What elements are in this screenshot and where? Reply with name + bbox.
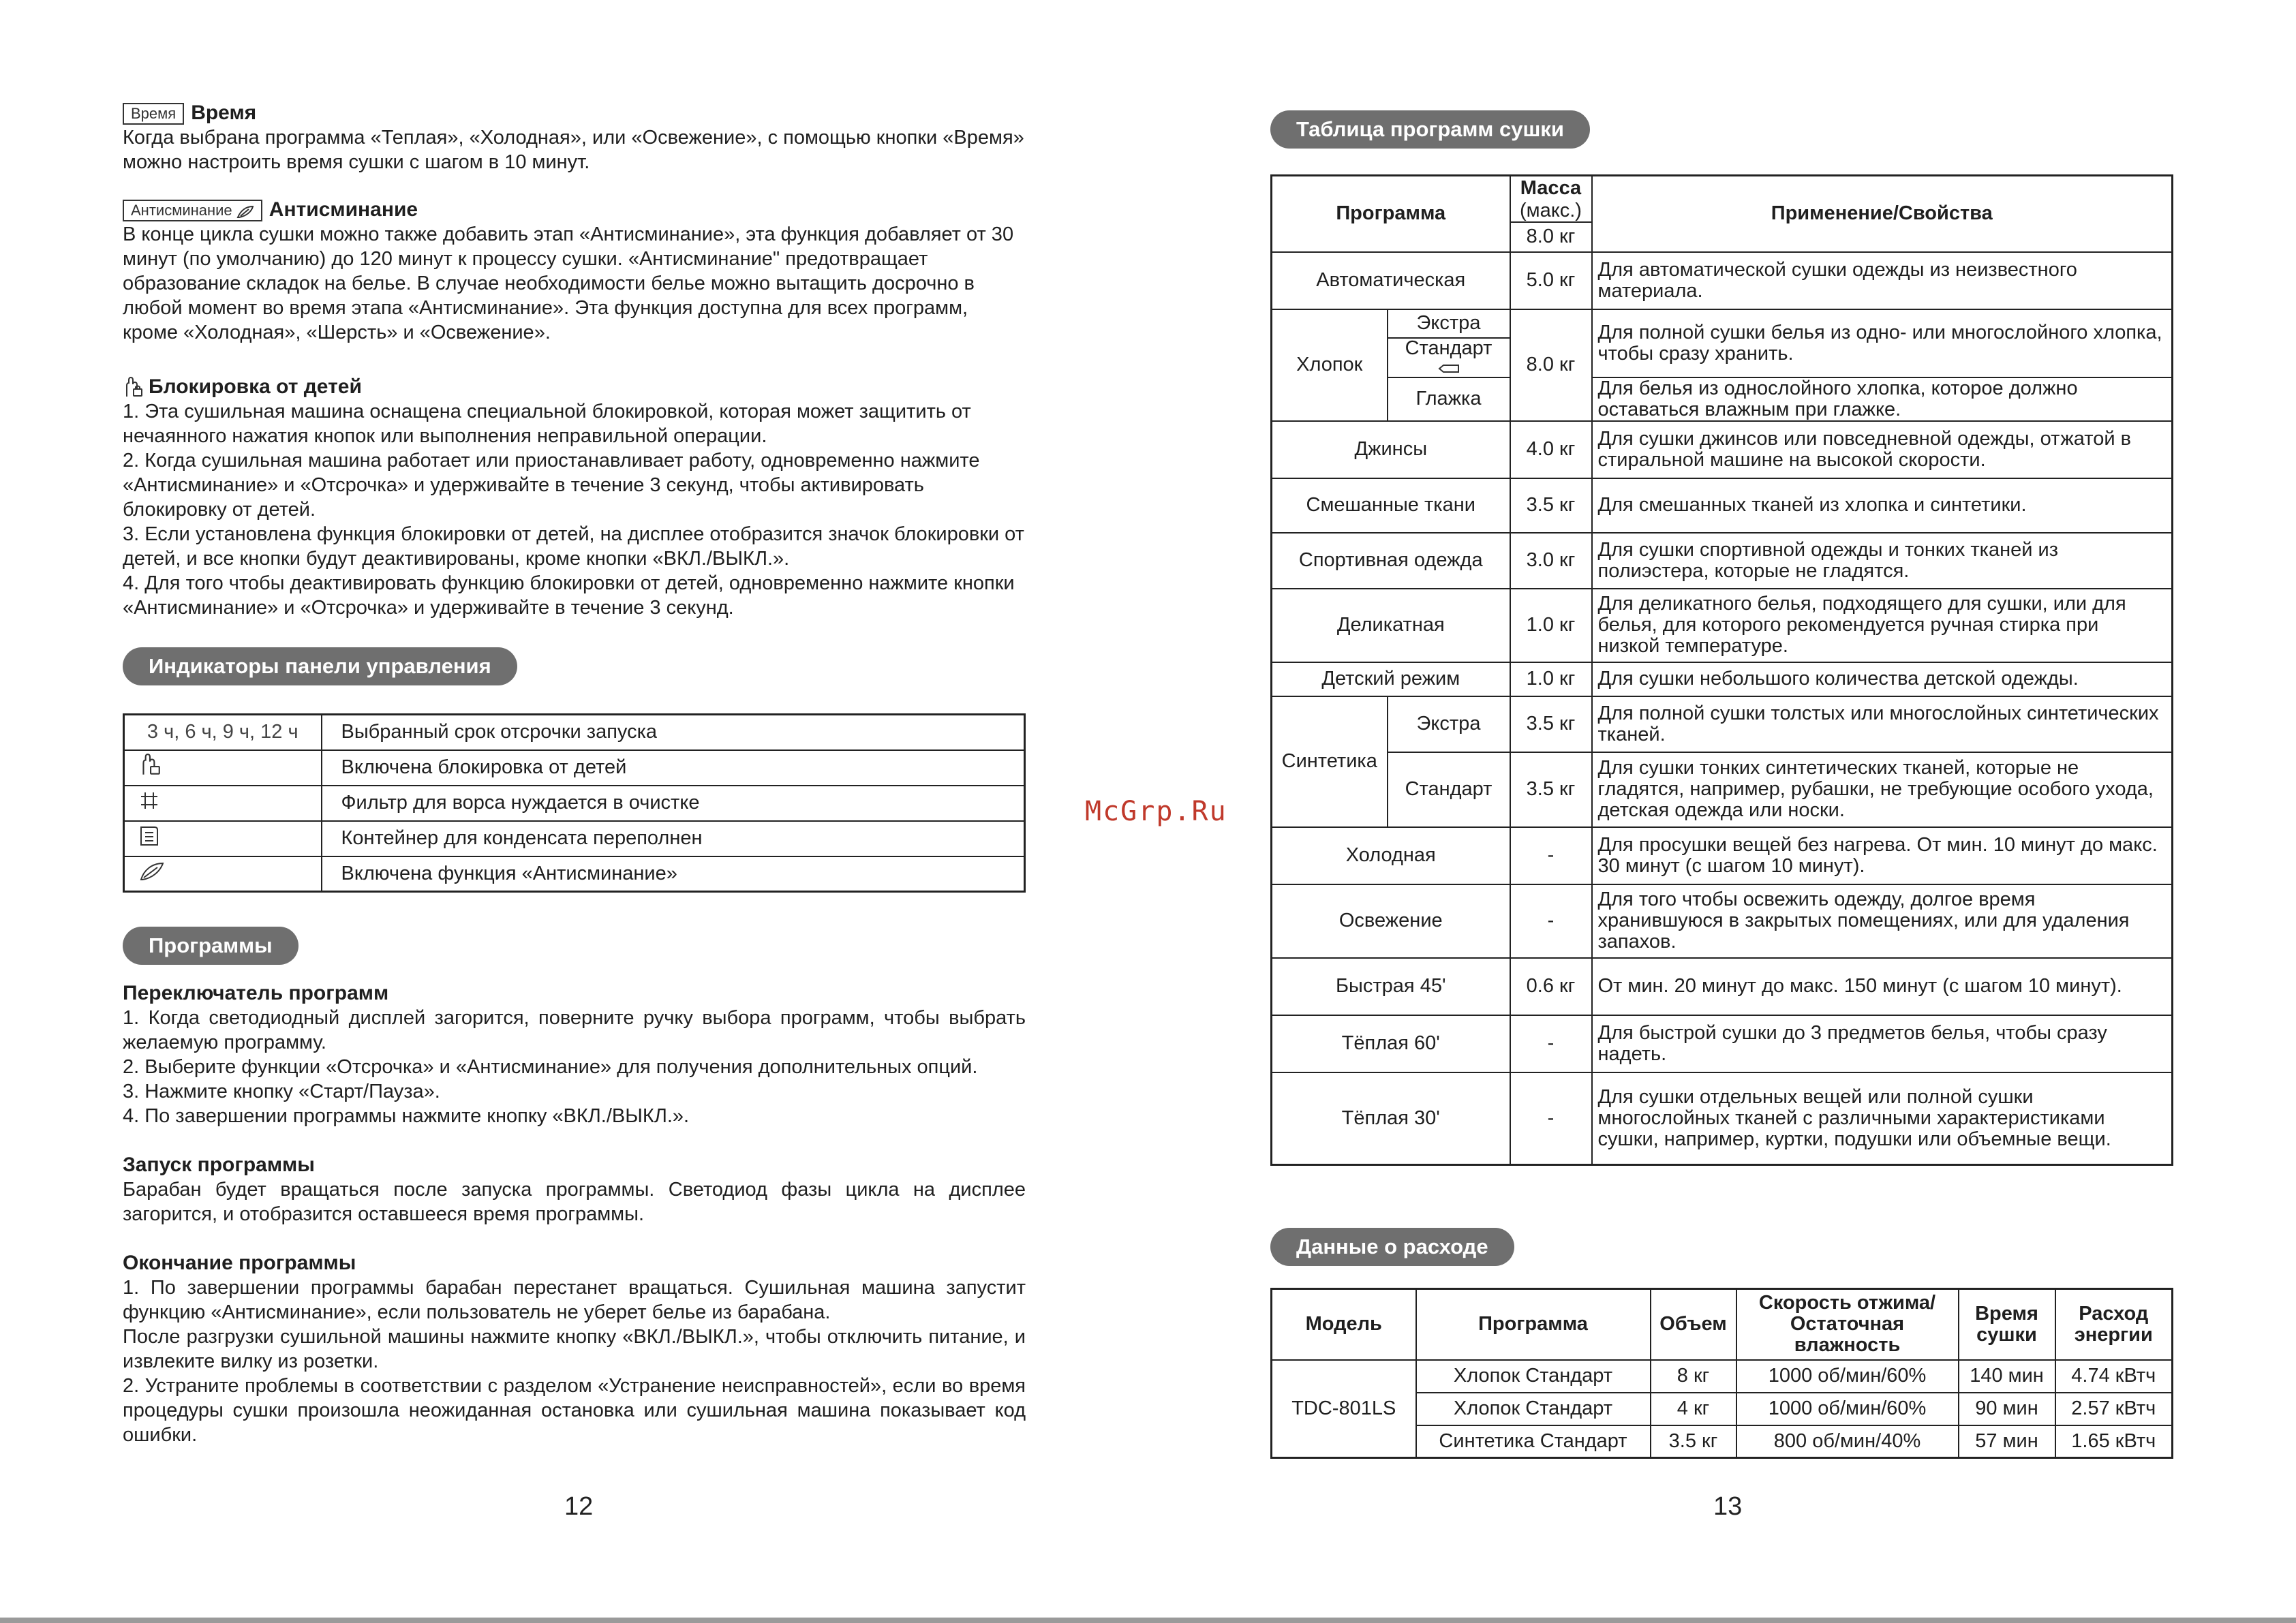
delay-hours-cell: 3 ч, 6 ч, 9 ч, 12 ч — [124, 715, 322, 750]
program-name: Смешанные ткани — [1272, 478, 1510, 533]
program-start-text: Барабан будет вращаться после запуска программы. Светодиод фазы цикла на дисплее загорится, и отобразится оставшееся время программы. — [123, 1179, 1026, 1225]
program-subname: Стандарт — [1388, 752, 1510, 827]
program-name: Освежение — [1272, 884, 1510, 958]
speed-header: Скорость отжима/Остаточная влажность — [1736, 1289, 1959, 1360]
childlock-item-3: 3. Если установлена функция блокировки от детей, на дисплее отобразится значок блокировки от детей, и все кнопки будут деактивированы, кроме кнопки «ВКЛ./ВЫКЛ.». — [123, 523, 1024, 570]
table-row — [1272, 1015, 2173, 1072]
energy-cell: 2.57 кВтч — [2055, 1393, 2173, 1425]
program-desc: Для сушки отдельных вещей или полной сушки многослойных тканей с различными характеристиками сушки, например, куртки, подушки или объемные вещи. — [1592, 1072, 2173, 1165]
table-row — [1272, 589, 2173, 662]
speed-cell: 1000 об/мин/60% — [1736, 1393, 1959, 1425]
table-row — [1272, 827, 2173, 884]
program-desc: Для полной сушки белья из одно- или многослойного хлопка, чтобы сразу хранить. — [1592, 309, 2173, 377]
program-mass: 4.0 кг — [1510, 421, 1592, 478]
program-subname: Экстра — [1388, 696, 1510, 752]
time-cell: 57 мин — [1959, 1425, 2055, 1458]
table-row — [1272, 478, 2173, 533]
programs-section — [123, 981, 1026, 1447]
table-row — [124, 856, 1025, 892]
program-mass: 5.0 кг — [1510, 252, 1592, 309]
page-number: 13 — [1713, 1492, 1743, 1521]
mass-max-value: 8.0 кг — [1510, 222, 1592, 252]
time-cell: 90 мин — [1959, 1393, 2055, 1425]
mass-subheader: (макс.) — [1510, 200, 1592, 222]
indicator-desc: Фильтр для ворса нуждается в очистке — [322, 786, 1025, 821]
program-desc: Для сушки джинсов или повседневной одежды, отжатой в стиральной машине на высокой скорости. — [1592, 421, 2173, 478]
program-mass: - — [1510, 1015, 1592, 1072]
program-desc: Для сушки небольшого количества детской одежды. — [1592, 662, 2173, 696]
time-cell: 140 мин — [1959, 1360, 2055, 1393]
table-row — [1272, 696, 2173, 752]
childlock-title: Блокировка от детей — [149, 375, 362, 398]
program-mass: 3.0 кг — [1510, 533, 1592, 589]
program-header: Программа — [1416, 1289, 1651, 1360]
table-header-row — [1272, 1289, 2173, 1360]
program-name: Тёплая 30' — [1272, 1072, 1510, 1165]
volume-cell: 4 кг — [1651, 1393, 1736, 1425]
selector-item-1: 1. Когда светодиодный дисплей загорится, поверните ручку выбора программ, чтобы выбрать желаемую программу. — [123, 1007, 1026, 1053]
program-end-item-2: После разгрузки сушильной машины нажмите кнопку «ВКЛ./ВЫКЛ.», чтобы отключить питание, и извлеките вилку из розетки. — [123, 1326, 1026, 1372]
table-row — [1272, 533, 2173, 589]
time-text: Когда выбрана программа «Теплая», «Холодная», или «Освежение», с помощью кнопки «Время» можно настроить время сушки с шагом в 10 минут. — [123, 127, 1024, 173]
program-desc: Для смешанных тканей из хлопка и синтетики. — [1592, 478, 2173, 533]
program-mass: 3.5 кг — [1510, 752, 1592, 827]
anticrease-button-tag — [123, 200, 262, 221]
indicator-desc: Выбранный срок отсрочки запуска — [322, 715, 1025, 750]
volume-cell: 8 кг — [1651, 1360, 1736, 1393]
child-lock-icon — [138, 753, 162, 777]
program-mass: 1.0 кг — [1510, 589, 1592, 662]
anticrease-icon — [138, 861, 166, 882]
indicators-heading: Индикаторы панели управления — [123, 647, 517, 685]
indicator-desc: Включена функция «Антисминание» — [322, 856, 1025, 892]
indicators-table — [123, 713, 1026, 893]
indicator-desc: Контейнер для конденсата переполнен — [322, 821, 1025, 856]
program-mass: 3.5 кг — [1510, 478, 1592, 533]
program-name: Спортивная одежда — [1272, 533, 1510, 589]
program-desc: Для белья из однослойного хлопка, которое должно оставаться влажным при глажке. — [1592, 377, 2173, 421]
anticrease-title: Антисминание — [269, 198, 418, 221]
program-mass: 1.0 кг — [1510, 662, 1592, 696]
page-number: 12 — [564, 1492, 594, 1521]
bottom-divider — [0, 1618, 2296, 1623]
table-row — [124, 786, 1025, 821]
childlock-item-1: 1. Эта сушильная машина оснащена специальной блокировкой, которая может защитить от нечаянного нажатия кнопок или выполнения неправильной операции. — [123, 401, 971, 448]
program-desc: Для быстрой сушки до 3 предметов белья, чтобы сразу надеть. — [1592, 1015, 2173, 1072]
programs-heading: Программы — [123, 927, 299, 965]
child-lock-icon — [123, 376, 143, 399]
consumption-heading: Данные о расходе — [1270, 1228, 1514, 1266]
program-mass: - — [1510, 884, 1592, 958]
program-name: Синтетика — [1272, 696, 1388, 827]
program-start-title: Запуск программы — [123, 1154, 315, 1176]
time-title: Время — [191, 102, 257, 124]
program-cell: Синтетика Стандарт — [1416, 1425, 1651, 1458]
program-cell: Хлопок Стандарт — [1416, 1360, 1651, 1393]
table-row — [1272, 421, 2173, 478]
time-section — [123, 101, 1026, 174]
program-name: Холодная — [1272, 827, 1510, 884]
program-desc: Для сушки спортивной одежды и тонких тканей из полиэстера, которые не гладятся. — [1592, 533, 2173, 589]
program-column-header: Программа — [1272, 176, 1510, 252]
drying-programs-table — [1270, 174, 2173, 1166]
energy-cell: 1.65 кВтч — [2055, 1425, 2173, 1458]
usage-column-header: Применение/Свойства — [1592, 176, 2173, 252]
table-row — [124, 821, 1025, 856]
childlock-item-4: 4. Для того чтобы деактивировать функцию блокировки от детей, одновременно нажмите кнопки «Антисминание» и «Отсрочка» и удерживайте в течение 3 секунд. — [123, 572, 1015, 619]
table-row — [1272, 884, 2173, 958]
lint-filter-icon — [138, 790, 160, 812]
anticrease-section — [123, 198, 1026, 345]
program-desc: Для просушки вещей без нагрева. От мин. 10 минут до макс. 30 минут (с шагом 10 минут). — [1592, 827, 2173, 884]
anticrease-icon — [236, 205, 254, 219]
program-mass: 3.5 кг — [1510, 696, 1592, 752]
table-header-row — [1272, 176, 2173, 200]
table-row — [124, 750, 1025, 786]
selector-item-3: 3. Нажмите кнопку «Старт/Пауза». — [123, 1081, 440, 1102]
program-mass: - — [1510, 1072, 1592, 1165]
volume-header: Объем — [1651, 1289, 1736, 1360]
program-subname: Глажка — [1388, 377, 1510, 421]
program-name: Деликатная — [1272, 589, 1510, 662]
program-desc: Для полной сушки толстых или многослойных синтетических тканей. — [1592, 696, 2173, 752]
program-subname: Экстра — [1388, 309, 1510, 338]
speed-cell: 1000 об/мин/60% — [1736, 1360, 1959, 1393]
program-desc: Для сушки тонких синтетических тканей, которые не гладятся, например, рубашки, не требующие особого ухода, детская одежда или носки. — [1592, 752, 2173, 827]
program-name: Тёплая 60' — [1272, 1015, 1510, 1072]
table-row — [1272, 1072, 2173, 1165]
program-mass: 0.6 кг — [1510, 958, 1592, 1015]
water-tank-icon — [138, 824, 160, 848]
selector-item-4: 4. По завершении программы нажмите кнопку «ВКЛ./ВЫКЛ.». — [123, 1105, 690, 1127]
table-row — [1272, 1360, 2173, 1393]
program-name: Джинсы — [1272, 421, 1510, 478]
drying-table-heading: Таблица программ сушки — [1270, 110, 1590, 149]
energy-cell: 4.74 кВтч — [2055, 1360, 2173, 1393]
table-row — [1272, 252, 2173, 309]
watermark: McGrp.Ru — [1085, 796, 1227, 827]
program-desc: Для деликатного белья, подходящего для сушки, или для белья, для которого рекомендуется ручная стирка при низкой температуре. — [1592, 589, 2173, 662]
program-selector-title: Переключатель программ — [123, 982, 389, 1004]
energy-header: Расход энергии — [2055, 1289, 2173, 1360]
selector-item-2: 2. Выберите функции «Отсрочка» и «Антисминание» для получения дополнительных опций. — [123, 1056, 978, 1078]
table-row — [1272, 958, 2173, 1015]
time-button-tag: Время — [123, 103, 184, 125]
program-name: Хлопок — [1272, 309, 1388, 421]
anticrease-text: В конце цикла сушки можно также добавить этап «Антисминание», эта функция добавляет от 30 минут (по умолчанию) до 120 минут к процессу сушки. «Антисминание" предотвращает образование складок на белье. В случае необходимости белье можно вытащить досрочно в любой момент во время этапа «Антисминание». Эта функция доступна для всех программ, кроме «Холодная», «Шерсть» и «Освежение». — [123, 223, 1014, 343]
program-end-item-1: 1. По завершении программы барабан перестанет вращаться. Сушильная машина запустит функцию «Антисминание», если пользователь не уберет белье из барабана. — [123, 1277, 1026, 1323]
program-end-item-3: 2. Устраните проблемы в соответствии с разделом «Устранение неисправностей», если во время процедуры сушки произошла неожиданная остановка или сушильная машина показывает код ошибки. — [123, 1375, 1026, 1446]
model-header: Модель — [1272, 1289, 1416, 1360]
program-name: Автоматическая — [1272, 252, 1510, 309]
table-row — [1272, 662, 2173, 696]
program-cell: Хлопок Стандарт — [1416, 1393, 1651, 1425]
consumption-table — [1270, 1288, 2173, 1459]
mass-column-header: Масса — [1510, 176, 1592, 200]
indicator-desc: Включена блокировка от детей — [322, 750, 1025, 786]
volume-cell: 3.5 кг — [1651, 1425, 1736, 1458]
childlock-section — [123, 375, 1026, 620]
model-cell: TDC-801LS — [1272, 1360, 1416, 1458]
time-header: Время сушки — [1959, 1289, 2055, 1360]
table-row — [124, 715, 1025, 750]
table-row — [1272, 752, 2173, 827]
program-mass: - — [1510, 827, 1592, 884]
program-desc: Для того чтобы освежить одежду, долгое время хранившуюся в закрытых помещениях, или для удаления запахов. — [1592, 884, 2173, 958]
program-desc: От мин. 20 минут до макс. 150 минут (с шагом 10 минут). — [1592, 958, 2173, 1015]
program-end-title: Окончание программы — [123, 1252, 356, 1274]
program-subname: Стандарт — [1405, 337, 1493, 359]
program-name: Быстрая 45' — [1272, 958, 1510, 1015]
speed-cell: 800 об/мин/40% — [1736, 1425, 1959, 1458]
program-name: Детский режим — [1272, 662, 1510, 696]
hanger-icon — [1437, 364, 1460, 373]
anticrease-tag-label: Антисминание — [131, 202, 232, 219]
table-row — [1272, 309, 2173, 338]
program-mass: 8.0 кг — [1510, 309, 1592, 421]
right-page — [1148, 0, 2296, 1623]
program-desc: Для автоматической сушки одежды из неизвестного материала. — [1592, 252, 2173, 309]
childlock-item-2: 2. Когда сушильная машина работает или приостанавливает работу, одновременно нажмите «Антисминание» и «Отсрочка» и удерживайте в течение 3 секунд, чтобы активировать блокировку от детей. — [123, 450, 980, 521]
